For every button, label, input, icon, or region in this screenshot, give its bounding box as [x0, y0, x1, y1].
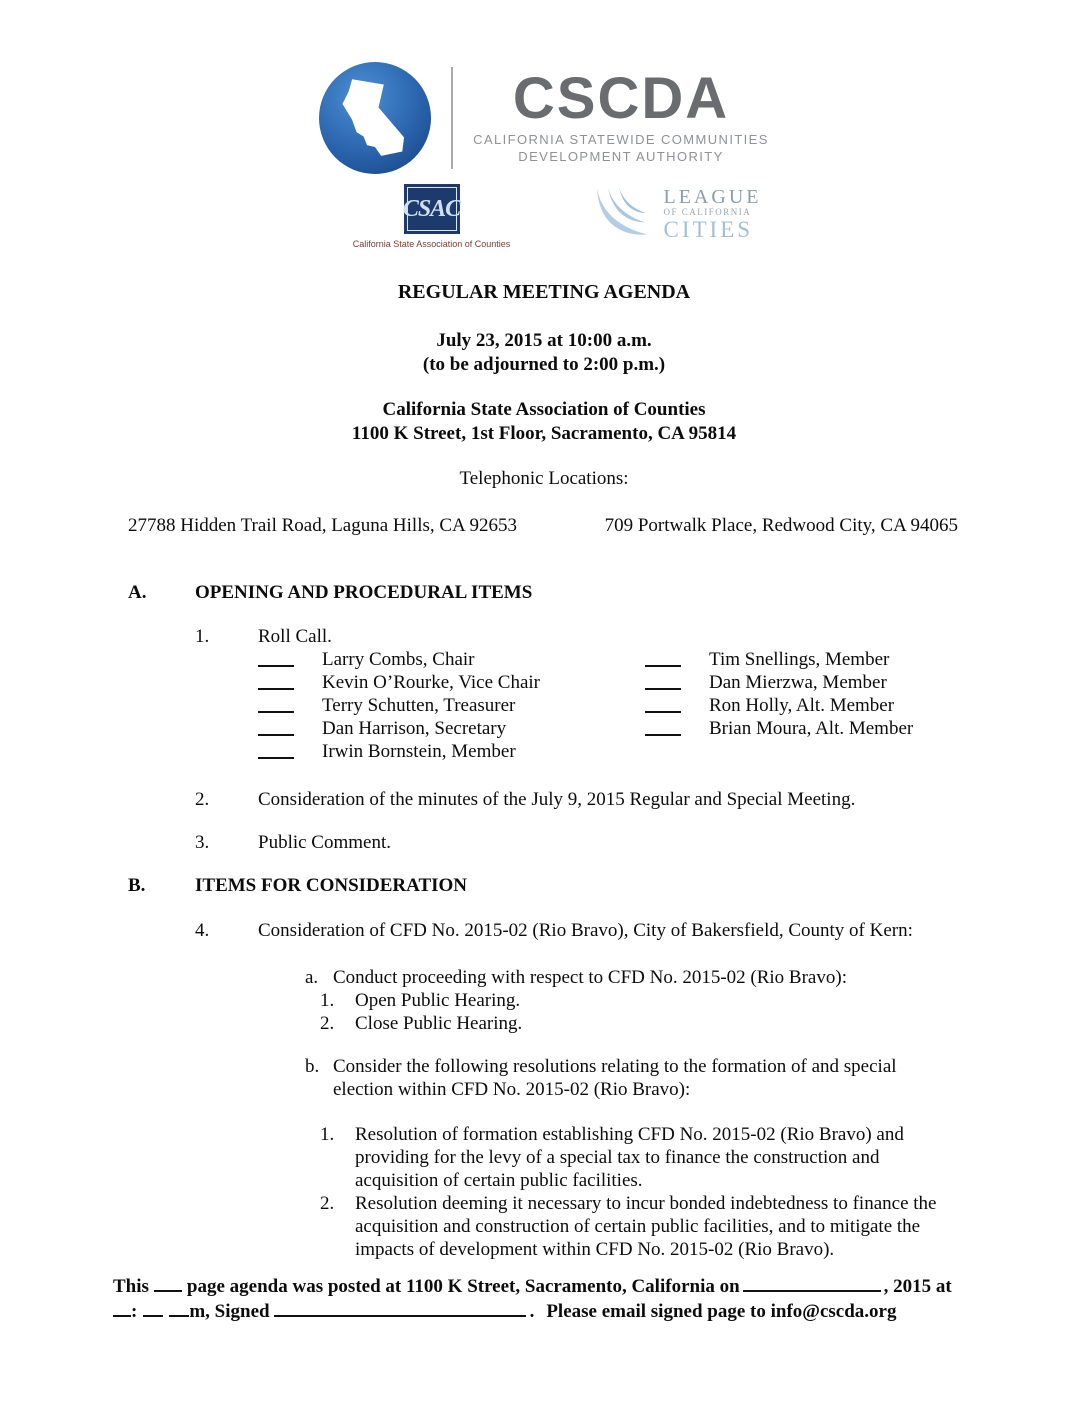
resolution-2 — [320, 1192, 958, 1261]
roll-call-blank — [645, 676, 681, 690]
resolution-number: 1. — [320, 1124, 335, 1145]
league-wordmark — [664, 187, 762, 241]
roll-call-blank — [258, 676, 294, 690]
cscda-subtitle — [473, 131, 769, 165]
csac-acronym: CSAC — [402, 196, 461, 222]
item-4b-text: Consider the following resolutions relating to the formation of and special election within CFD No. 2015-02 (Rio Bravo): — [333, 1056, 897, 1100]
item-1-text: Roll Call. — [258, 626, 332, 647]
footer-text: : — [131, 1301, 138, 1322]
section-b-letter: B. — [128, 875, 146, 896]
roll-call-name: Dan Harrison, Secretary — [322, 718, 507, 739]
roll-call-blank — [258, 699, 294, 713]
section-a-title: OPENING AND PROCEDURAL ITEMS — [195, 582, 533, 603]
item-4a-text: Conduct proceeding with respect to CFD No. 2015-02 (Rio Bravo): — [333, 967, 847, 988]
roll-call-name: Brian Moura, Alt. Member — [709, 718, 914, 739]
section-a-letter: A. — [128, 582, 147, 603]
item-4a — [305, 966, 958, 989]
cscda-acronym: CSCDA — [512, 66, 730, 131]
telephonic-heading: Telephonic Locations: — [459, 468, 629, 489]
roll-call-row — [258, 740, 958, 763]
california-globe-icon — [319, 62, 431, 174]
step-number: 2. — [320, 1013, 335, 1034]
resolution-1 — [320, 1123, 958, 1192]
roll-call-blank — [258, 745, 294, 759]
telephonic-location-right: 709 Portwalk Place, Redwood City, CA 94065 — [604, 515, 958, 536]
partner-logos — [0, 184, 1088, 250]
item-4b-label: b. — [305, 1056, 320, 1077]
meeting-date-line: July 23, 2015 at 10:00 a.m. — [436, 330, 652, 351]
page-count-blank — [154, 1277, 182, 1292]
telephonic-locations — [0, 514, 1088, 537]
posting-date-blank — [743, 1277, 881, 1292]
agenda-item-2 — [128, 788, 958, 811]
roll-call-list — [258, 648, 958, 763]
roll-call-blank — [258, 722, 294, 736]
step-text: Open Public Hearing. — [355, 990, 521, 1011]
item-1-number: 1. — [195, 626, 210, 647]
section-b-title: ITEMS FOR CONSIDERATION — [195, 875, 468, 896]
cscda-logo — [0, 0, 1088, 174]
resolution-text: Resolution deeming it necessary to incur bonded indebtedness to finance the acquisition and construction of certain public facilities, and to mitigate the impacts of development within CFD No. 2015-02 (Rio Bravo). — [355, 1193, 937, 1260]
footer-text: . — [529, 1301, 535, 1322]
item-4a-steps — [320, 989, 958, 1035]
item-4a-label: a. — [305, 967, 319, 988]
roll-call-name: Kevin O’Rourke, Vice Chair — [322, 672, 541, 693]
league-line1: LEAGUE — [663, 186, 762, 208]
roll-call-name: Ron Holly, Alt. Member — [709, 695, 895, 716]
cscda-subtitle-line2: DEVELOPMENT AUTHORITY — [518, 149, 724, 164]
logo-divider — [451, 67, 453, 169]
roll-call-name: Terry Schutten, Treasurer — [322, 695, 516, 716]
agenda-item-1 — [128, 625, 958, 648]
footer-email-note: Please email signed page to info@cscda.org — [546, 1301, 897, 1322]
roll-call-row — [258, 648, 958, 671]
california-state-icon — [331, 72, 419, 164]
roll-call-name: Larry Combs, Chair — [322, 649, 475, 670]
csac-logo-box — [404, 184, 460, 234]
posting-certification-footer — [113, 1274, 961, 1324]
signature-blank — [274, 1302, 526, 1317]
roll-call-row — [258, 671, 958, 694]
minute-blank — [143, 1302, 163, 1317]
item-4-number: 4. — [195, 920, 210, 941]
step-text: Close Public Hearing. — [355, 1013, 523, 1034]
resolution-number: 2. — [320, 1193, 335, 1214]
league-line2: OF CALIFORNIA — [663, 207, 752, 217]
section-a-heading — [128, 581, 958, 604]
roll-call-name: Tim Snellings, Member — [709, 649, 890, 670]
item-4b — [305, 1055, 958, 1101]
roll-call-blank — [645, 722, 681, 736]
league-of-california-cities-logo — [592, 186, 762, 242]
item-3-number: 3. — [195, 832, 210, 853]
venue-name: California State Association of Counties — [382, 399, 706, 420]
footer-text: , 2015 at — [883, 1276, 952, 1297]
am-pm-blank — [169, 1302, 189, 1317]
agenda-item-3 — [128, 831, 958, 854]
item-4a-step-1 — [320, 989, 958, 1012]
roll-call-row — [258, 694, 958, 717]
resolution-text: Resolution of formation establishing CFD No. 2015-02 (Rio Bravo) and providing for the levy of a special tax to finance the construction and acquisition of certain public facilities. — [355, 1124, 904, 1191]
csac-logo — [327, 184, 537, 250]
csac-caption: California State Association of Counties — [352, 239, 511, 249]
footer-text: m, Signed — [189, 1301, 270, 1322]
roll-call-name: Dan Mierzwa, Member — [709, 672, 887, 693]
document-title: REGULAR MEETING AGENDA — [397, 281, 691, 303]
footer-text: This — [113, 1276, 149, 1297]
item-3-text: Public Comment. — [258, 832, 391, 853]
roll-call-blank — [258, 653, 294, 667]
meeting-datetime — [0, 329, 1088, 377]
roll-call-name: Irwin Bornstein, Member — [322, 741, 516, 762]
footer-text: page agenda was posted at 1100 K Street, Sacramento, California on — [186, 1276, 740, 1297]
cscda-wordmark — [473, 66, 769, 165]
adjourn-note: (to be adjourned to 2:00 p.m.) — [422, 354, 666, 375]
roll-call-blank — [645, 699, 681, 713]
section-b-heading — [128, 874, 958, 897]
item-4a-step-2 — [320, 1012, 958, 1035]
league-line3: CITIES — [663, 217, 754, 242]
meeting-venue — [0, 398, 1088, 446]
league-swoosh-icon — [592, 186, 654, 242]
roll-call-row — [258, 717, 958, 740]
item-2-number: 2. — [195, 789, 210, 810]
roll-call-blank — [645, 653, 681, 667]
item-4-text: Consideration of CFD No. 2015-02 (Rio Bravo), City of Bakersfield, County of Kern: — [258, 920, 913, 941]
venue-address: 1100 K Street, 1st Floor, Sacramento, CA 95814 — [351, 423, 737, 444]
item-2-text: Consideration of the minutes of the July 9, 2015 Regular and Special Meeting. — [258, 789, 856, 810]
step-number: 1. — [320, 990, 335, 1011]
agenda-item-4 — [128, 919, 958, 942]
hour-blank — [113, 1302, 131, 1317]
telephonic-location-left: 27788 Hidden Trail Road, Laguna Hills, CA 92653 — [128, 515, 517, 536]
cscda-subtitle-line1: CALIFORNIA STATEWIDE COMMUNITIES — [473, 132, 769, 147]
item-4b-resolutions — [320, 1123, 958, 1261]
